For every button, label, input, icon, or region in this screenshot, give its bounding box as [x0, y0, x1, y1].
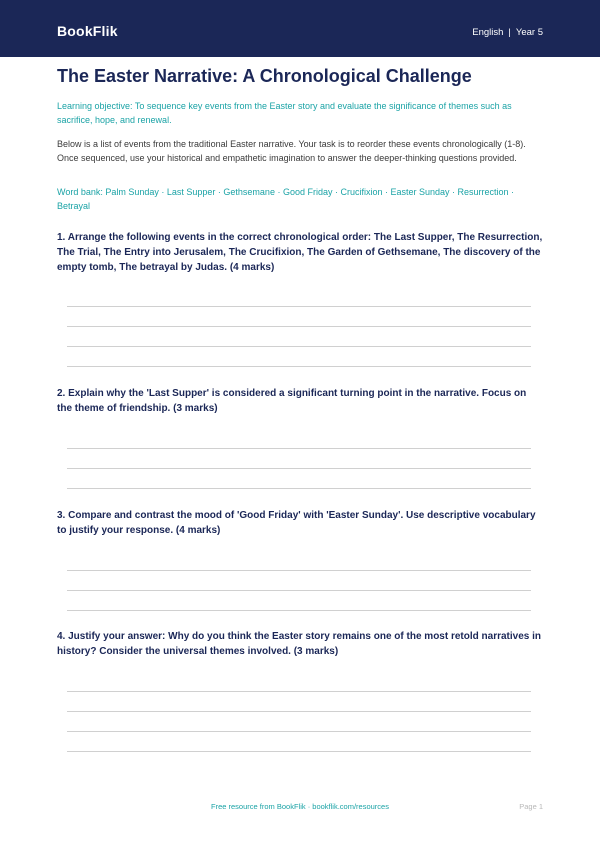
answer-line[interactable]	[67, 590, 531, 591]
answer-line[interactable]	[67, 751, 531, 752]
instructions: Below is a list of events from the traditional Easter narrative. Your task is to reorder these events chronologically (1-8). Once sequenced, use your historical and empathetic imagination to answer the deeper-thinking questions provided.	[57, 139, 526, 163]
answer-line[interactable]	[67, 448, 531, 449]
year-label: Year 5	[515, 27, 543, 38]
worksheet-title: The Easter Narrative: A Chronological Challenge	[57, 66, 472, 86]
page-number: Page 1	[519, 802, 543, 811]
answer-line[interactable]	[67, 346, 531, 347]
answer-line[interactable]	[67, 366, 531, 367]
answer-line[interactable]	[67, 306, 531, 307]
answer-line[interactable]	[67, 691, 531, 692]
word-bank: Word bank: Palm Sunday · Last Supper · Gethsemane · Good Friday · Crucifixion · Easter Sunday · Resurrection · Betrayal	[57, 187, 515, 211]
question-3: 3. Compare and contrast the mood of 'Good Friday' with 'Easter Sunday'. Use descriptive vocabulary to justify your response. (4 marks)	[57, 510, 536, 536]
brand-logo: BookFlik	[57, 23, 118, 39]
question-2: 2. Explain why the 'Last Supper' is considered a significant turning point in the narrative. Focus on the theme of friendship. (3 marks)	[57, 388, 527, 414]
answer-line[interactable]	[67, 570, 531, 571]
question-1: 1. Arrange the following events in the correct chronological order: The Last Supper, The Resurrection, The Trial, The Entry into Jerusalem, The Crucifixion, The Garden of Gethsemane, The discovery of the empty tomb, The betrayal by Judas. (4 marks)	[57, 232, 543, 273]
answer-line[interactable]	[67, 468, 531, 469]
learning-objective: Learning objective: To sequence key events from the Easter story and evaluate the significance of themes such as sacrifice, hope, and renewal.	[57, 101, 512, 125]
answer-line[interactable]	[67, 610, 531, 611]
answer-line[interactable]	[67, 731, 531, 732]
subject-year-label	[472, 27, 543, 38]
subject-label: English	[472, 27, 504, 38]
header-bar	[0, 0, 600, 57]
answer-line[interactable]	[67, 326, 531, 327]
footer-credit: Free resource from BookFlik · bookflik.com/resources	[211, 802, 389, 811]
question-4: 4. Justify your answer: Why do you think the Easter story remains one of the most retold narratives in history? Consider the universal themes involved. (3 marks)	[57, 631, 541, 657]
answer-line[interactable]	[67, 711, 531, 712]
meta-separator: |	[508, 27, 511, 38]
answer-line[interactable]	[67, 488, 531, 489]
